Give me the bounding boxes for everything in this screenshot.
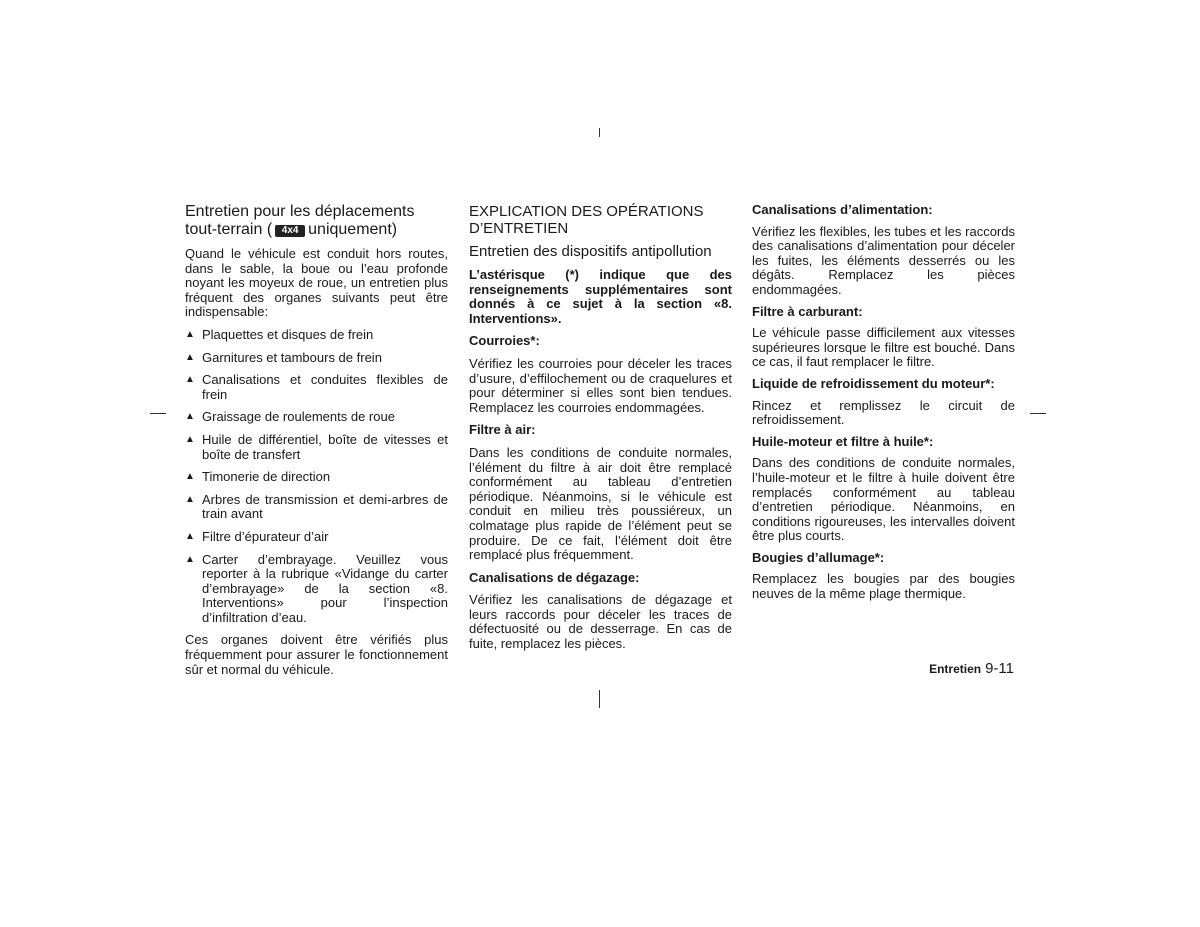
bougies-title: Bougies d’allumage*: [752,549,885,565]
offroad-heading-line2 [185,221,448,239]
list-item: ▲ Graissage de roulements de roue [185,409,395,425]
offroad-heading-post: uniquement) [308,220,398,238]
crop-mark-bottom [599,690,600,708]
alimentation-title: Canalisations d’alimentation: [752,202,933,217]
footer-section: Entretien [929,662,982,676]
offroad-bullet-list [185,328,448,626]
column-explanation [469,203,732,652]
triangle-bullet-icon: ▲ [185,351,195,363]
huile-title: Huile-moteur et filtre à huile*: [752,433,934,449]
crop-mark-right [1030,413,1046,414]
filtre-air-text: Dans les conditions de conduite normales, l’élément du filtre à air doit être remplacé conformément au tableau d’entretien périodique. Néanmoins, si le véhicule est conduit en milieu très poussiéreux, un colmatage plus rapide de l’élément peut se produire. De ce fait, l’élément doit être remplacé plus fréquemment. [469,444,732,563]
list-item: ▲ Filtre d’épurateur d’air [185,528,329,544]
triangle-bullet-icon: ▲ [185,493,195,505]
triangle-bullet-icon: ▲ [185,530,195,542]
list-item: ▲ Huile de différentiel, boîte de vitesses et boîte de transfert [185,431,448,462]
section-title: EXPLICATION DES OPÉRATIONS D’ENTRETIEN [469,203,704,237]
triangle-bullet-icon: ▲ [185,411,195,423]
courroies-text: Vérifiez les courroies pour déceler les traces d’usure, d’effilochement ou de craquelures et pour déterminer si elles sont bien tendues. Remplacez les courroies endommagées. [469,355,732,415]
page-number: 9-11 [985,660,1014,677]
list-item: ▲ Plaquettes et disques de frein [185,326,374,342]
crop-mark-left [150,413,166,414]
carburant-title: Filtre à carburant: [752,303,863,319]
list-item: ▲ Canalisations et conduites flexibles de frein [185,372,448,402]
section-subtitle: Entretien des dispositifs antipollution [469,243,712,260]
asterisk-note: L’astérisque (*) indique que des renseignements supplémentaires sont donnés à ce sujet à la section «8. Interventions». [469,267,732,326]
list-item: ▲ Arbres de transmission et demi-arbres de train avant [185,491,448,522]
crop-mark-top [599,128,600,137]
offroad-intro: Quand le véhicule est conduit hors routes, dans le sable, la boue ou l’eau profonde noyant les moyeux de roue, un entretien plus fréquent des organes suivants peut être indispensable: [185,246,448,320]
list-item: ▲ Carter d’embrayage. Veuillez vous reporter à la rubrique «Vidange du carter d’embrayage» de la section «8. Interventions» pour l’inspection d’infiltration d’eau. [185,551,448,625]
offroad-heading-pre: tout-terrain ( [185,220,273,238]
column-maintenance [752,203,1015,602]
refroidissement-title: Liquide de refroidissement du moteur*: [752,375,995,391]
bougies-text: Remplacez les bougies par des bougies neuves de la même plage thermique. [752,571,1015,602]
huile-text: Dans des conditions de conduite normales, l’huile-moteur et le filtre à huile doivent être remplacés conformément au tableau d’entretien périodique. Néanmoins, en conditions rigoureuses, les intervalles doivent être plus courts. [752,455,1015,544]
degazage-text: Vérifiez les canalisations de dégazage et leurs raccords pour déceler les traces de défectuosité ou de desserrage. En cas de fuite, remplacez les pièces. [469,592,732,652]
offroad-closing: Ces organes doivent être vérifiés plus fréquemment pour assurer le fonctionnement sûr et normal du véhicule. [185,632,448,677]
alimentation-text: Vérifiez les flexibles, les tubes et les raccords des canalisations d’alimentation pour déceler les fuites, les éléments desserrés ou les dégâts. Remplacez les pièces endommagées. [752,223,1015,297]
triangle-bullet-icon: ▲ [185,374,195,386]
triangle-bullet-icon: ▲ [185,471,195,483]
column-offroad [185,203,448,677]
courroies-title: Courroies*: [469,333,540,349]
filtre-air-title: Filtre à air: [469,422,536,438]
triangle-bullet-icon: ▲ [185,433,195,445]
list-item: ▲ Timonerie de direction [185,469,331,485]
list-item: ▲ Garnitures et tambours de frein [185,349,382,365]
degazage-title: Canalisations de dégazage: [469,569,640,585]
page-footer [929,660,1014,677]
triangle-bullet-icon: ▲ [185,328,195,340]
offroad-heading-line1: Entretien pour les déplacements [185,203,415,220]
offroad-heading [185,203,448,238]
four-by-four-icon: 4x4 [275,225,305,237]
triangle-bullet-icon: ▲ [185,553,195,565]
carburant-text: Le véhicule passe difficilement aux vitesses supérieures lorsque le filtre est bouché. Dans ce cas, il faut remplacer le filtre. [752,325,1015,370]
refroidissement-text: Rincez et remplissez le circuit de refroidissement. [752,397,1015,428]
